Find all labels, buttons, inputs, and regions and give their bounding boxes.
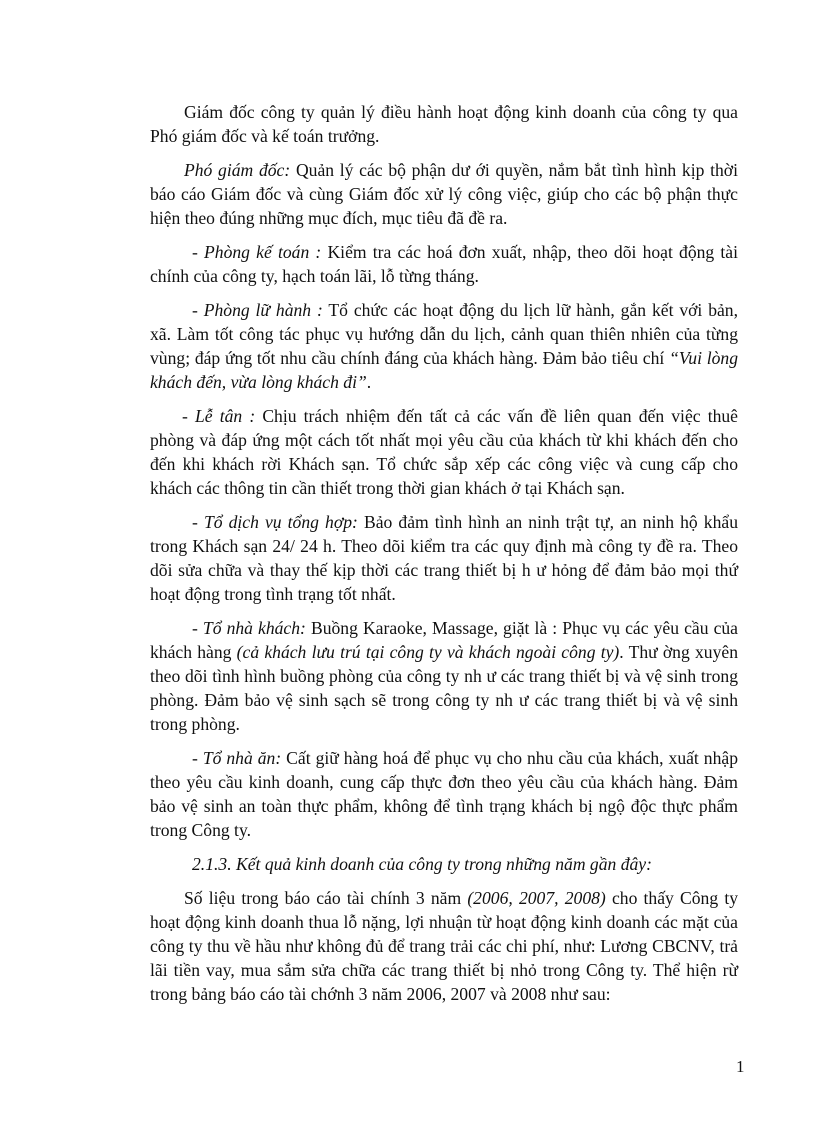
- paragraph-travel: [150, 298, 738, 394]
- paragraph-deputy-director: [150, 158, 738, 230]
- paragraph-text: Kiểm tra các hoá đơn xuất, nhập, theo dõi hoạt động tài chính của công ty, hạch toán lãi, lỗ từng tháng.: [150, 242, 738, 286]
- section-label: - Tổ nhà khách:: [192, 618, 306, 638]
- section-label: - Phòng lữ hành :: [192, 300, 323, 320]
- paragraph-text: Giám đốc công ty quản lý điều hành hoạt động kinh doanh của công ty qua Phó giám đốc và kế toán trưởng.: [150, 102, 738, 146]
- paragraph-text: Quản lý các bộ phận dư ới quyền, nắm bắt tình hình kịp thời báo cáo Giám đốc và cùng Giám đốc xử lý công việc, giúp cho các bộ phận thực hiện theo đúng những mục đích, mục tiêu đã đề ra.: [150, 160, 738, 228]
- paragraph-dining: [150, 746, 738, 842]
- paragraph-financial-results: [150, 886, 738, 1006]
- paragraph-guesthouse: [150, 616, 738, 736]
- paragraph-text: Buồng Karaoke, Massage, giặt là : Phục vụ các yêu cầu của khách hàng: [150, 618, 738, 662]
- paragraph-text-end: .: [366, 372, 372, 392]
- section-label: Phó giám đốc:: [184, 160, 291, 180]
- paragraph-text: cho thấy Công ty hoạt động kinh doanh thua lỗ nặng, lợi nhuận từ hoạt động kinh doanh các mặt của công ty thu về hầu như không đủ để trang trải các chi phí, như: Lương CBCNV, trả lãi tiền vay, mua sắm sửa chữa các trang thiết bị nhỏ trong Công ty. Thể hiện rừ trong bảng báo cáo tài chớnh 3 năm 2006, 2007 và 2008 như sau:: [150, 888, 739, 1004]
- paragraph-text: Chịu trách nhiệm đến tất cả các vấn đề liên quan đến việc thuê phòng và đáp ứng một cách tốt nhất mọi yêu cầu của khách từ khi khách đến cho đến khi khách rời Khách sạn. Tổ chức sắp xếp các công việc và cung cấp cho khách các thông tin cần thiết trong thời gian khách ở tại Khách sạn.: [150, 406, 738, 498]
- page-number: 1: [736, 1057, 745, 1076]
- paragraph-text: . Thư ờng xuyên theo dõi tình hình buồng phòng của công ty nh ư các trang thiết bị và vệ sinh trong phòng. Đảm bảo vệ sinh sạch sẽ trong công ty nh ư các trang thiết bị và vệ sinh trong phòng.: [150, 642, 738, 734]
- paragraph-reception: [150, 404, 738, 500]
- paragraph-italic: (2006, 2007, 2008): [467, 888, 606, 908]
- paragraph-text: Cất giữ hàng hoá để phục vụ cho nhu cầu của khách, xuất nhập theo yêu cầu kinh doanh, cung cấp thực đơn theo yêu cầu của khách hàng. Đảm bảo vệ sinh an toàn thực phẩm, không để tình trạng khách bị ngộ độc thực phẩm trong Công ty.: [150, 748, 738, 840]
- slogan-quote: “Vui lòng khách đến, vừa lòng khách đi”: [150, 348, 739, 392]
- document-body: [150, 100, 738, 1016]
- paragraph-director: [150, 100, 738, 148]
- paragraph-text: Số liệu trong báo cáo tài chính 3 năm: [184, 888, 468, 908]
- paragraph-general-services: [150, 510, 738, 606]
- paragraph-text: Tổ chức các hoạt động du lịch lữ hành, gắn kết với bản, xã. Làm tốt công tác phục vụ hướng dẫn du lịch, cảnh quan thiên nhiên của từng vùng; đáp ứng tốt nhu cầu chính đáng của khách hàng. Đảm bảo tiêu chí: [150, 300, 739, 368]
- section-label: - Phòng kế toán :: [192, 242, 322, 262]
- paragraph-text: Bảo đảm tình hình an ninh trật tự, an ninh hộ khẩu trong Khách sạn 24/ 24 h. Theo dõi kiểm tra các quy định mà công ty đề ra. Theo dõi sửa chữa và thay thế kịp thời các trang thiết bị h ư hỏng để đảm bảo mọi thứ hoạt động trong tình trạng tốt nhất.: [150, 512, 739, 604]
- section-label: - Tổ nhà ăn:: [192, 748, 282, 768]
- paragraph-italic: (cả khách lưu trú tại công ty và khách ngoài công ty): [236, 642, 620, 662]
- section-label: - Tổ dịch vụ tổng hợp:: [192, 512, 358, 532]
- paragraph-accounting: [150, 240, 738, 288]
- section-label: - Lễ tân :: [182, 406, 256, 426]
- section-heading: 2.1.3. Kết quả kinh doanh của công ty trong những năm gần đây:: [192, 854, 652, 874]
